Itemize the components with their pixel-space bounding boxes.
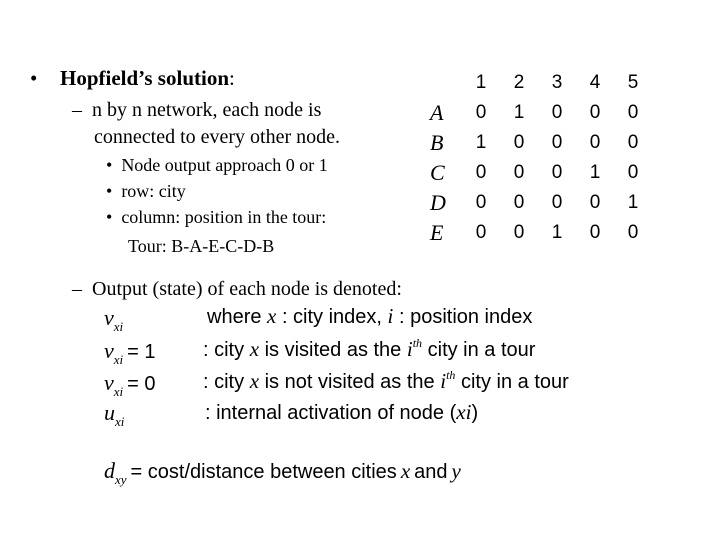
x-var: x [267, 304, 277, 328]
matrix-cell: 0 [627, 102, 639, 123]
position-index-text: : position index [398, 306, 533, 328]
formula-v-xi-equals-0 [104, 370, 156, 399]
matrix-cell: 0 [589, 192, 601, 213]
equals-zero: = 0 [127, 373, 156, 395]
bullet-marker: • [106, 207, 113, 227]
matrix-cell: 1 [513, 102, 525, 123]
tour-line: Tour: B-A-E-C-D-B [128, 236, 275, 256]
city-text: : city [203, 371, 245, 393]
matrix-cell: 0 [589, 102, 601, 123]
matrix-cell: 1 [475, 132, 487, 153]
sub-bullet-column [106, 207, 326, 228]
xy-subscript: xy [115, 472, 127, 487]
matrix-cell: 0 [627, 162, 639, 183]
i-var: i [406, 337, 413, 361]
output-state-text: Output (state) of each node is denoted: [92, 278, 402, 300]
bullet-title: Hopfield’s solution [60, 66, 230, 90]
visited-as-text: is visited as the [264, 339, 402, 361]
equals-one: = 1 [127, 341, 156, 363]
sub-bullet-row [106, 181, 186, 202]
row-text: row: city [121, 181, 186, 201]
matrix-cell: 0 [513, 162, 525, 183]
matrix-cell: 0 [551, 102, 563, 123]
col-header: 2 [513, 72, 525, 93]
v-symbol: v [104, 305, 114, 330]
col-header: 4 [589, 72, 601, 93]
matrix-cell: 1 [627, 192, 639, 213]
and-text: and [414, 461, 448, 483]
row-label: C [430, 160, 445, 185]
dash-marker: – [72, 99, 82, 121]
city-index-text: : city index, [281, 306, 382, 328]
bullet-title-colon: : [229, 66, 235, 90]
x-var: x [249, 337, 260, 361]
xi-subscript: xi [115, 414, 125, 429]
row-label: B [430, 130, 444, 155]
matrix-row-c [430, 158, 652, 188]
internal-activation-definition [205, 400, 478, 425]
v-symbol: v [104, 370, 114, 395]
matrix-cell: 0 [551, 132, 563, 153]
not-visited-as-text: is not visited as the [264, 371, 435, 393]
matrix-cell: 0 [513, 132, 525, 153]
visited-definition [203, 337, 535, 362]
bullet-marker: • [30, 66, 38, 90]
where-definition [207, 304, 532, 329]
matrix-cell: 0 [627, 132, 639, 153]
node-output-text: Node output approach 0 or 1 [121, 155, 328, 175]
matrix-cell: 0 [551, 162, 563, 183]
col-header: 3 [551, 72, 563, 93]
matrix-cell: 0 [475, 222, 487, 243]
sub-bullet-network [72, 99, 321, 122]
formula-v-xi [104, 305, 124, 334]
matrix-cell: 0 [475, 102, 487, 123]
matrix-row-e [430, 218, 652, 248]
formula-v-xi-equals-1 [104, 338, 156, 367]
city-text: : city [203, 339, 245, 361]
matrix-cell: 0 [589, 132, 601, 153]
i-var: i [387, 304, 394, 328]
bullet-marker: • [106, 155, 113, 175]
tour-matrix-table [430, 68, 652, 248]
cost-text: = cost/distance between cities [130, 461, 397, 483]
bullet-marker: • [106, 181, 113, 201]
matrix-cell: 0 [589, 222, 601, 243]
formula-u-xi [104, 400, 125, 429]
matrix-row-b [430, 128, 652, 158]
x-var: x [400, 459, 411, 483]
col-header: 5 [627, 72, 639, 93]
xi-subscript: xi [113, 384, 124, 399]
sub-bullet-output-state [72, 278, 402, 301]
x-var: x [249, 369, 260, 393]
matrix-cell: 0 [551, 192, 563, 213]
column-text: column: position in the tour: [121, 207, 327, 227]
matrix-cell: 1 [589, 162, 601, 183]
matrix-row-d [430, 188, 652, 218]
matrix-cell: 0 [475, 162, 487, 183]
row-label: D [430, 190, 446, 215]
city-in-tour-text: city in a tour [460, 371, 569, 393]
matrix-cell: 0 [513, 192, 525, 213]
matrix-cell: 1 [551, 222, 563, 243]
th-superscript: th [412, 336, 423, 350]
xi-subscript: xi [113, 352, 124, 367]
matrix-header-row [430, 68, 652, 98]
matrix-cell: 0 [513, 222, 525, 243]
paren-close: ) [471, 402, 479, 424]
city-in-tour-text: city in a tour [427, 339, 536, 361]
u-symbol: u [104, 400, 115, 425]
formula-d-xy [104, 458, 461, 487]
paren-open: ( [449, 402, 457, 424]
xi-subscript: xi [113, 319, 124, 334]
dash-marker: – [72, 278, 82, 300]
bullet-hopfield [30, 66, 235, 91]
xi-var: xi [456, 400, 472, 424]
matrix-cell: 0 [627, 222, 639, 243]
i-var: i [440, 369, 447, 393]
matrix-row-a [430, 98, 652, 128]
col-header: 1 [475, 72, 487, 93]
y-var: y [451, 459, 461, 483]
sub-bullet-node-output [106, 155, 328, 176]
th-superscript: th [446, 368, 456, 382]
tour-matrix [430, 68, 652, 248]
v-symbol: v [104, 338, 114, 363]
internal-activation-text: : internal activation of node [205, 402, 445, 424]
network-line-2: connected to every other node. [94, 126, 341, 148]
matrix-cell: 0 [475, 192, 487, 213]
row-label: A [430, 100, 444, 125]
row-label: E [430, 220, 444, 245]
where-word: where [207, 306, 262, 328]
network-line-1: n by n network, each node is [92, 99, 322, 121]
not-visited-definition [203, 369, 569, 394]
d-symbol: d [104, 458, 115, 483]
